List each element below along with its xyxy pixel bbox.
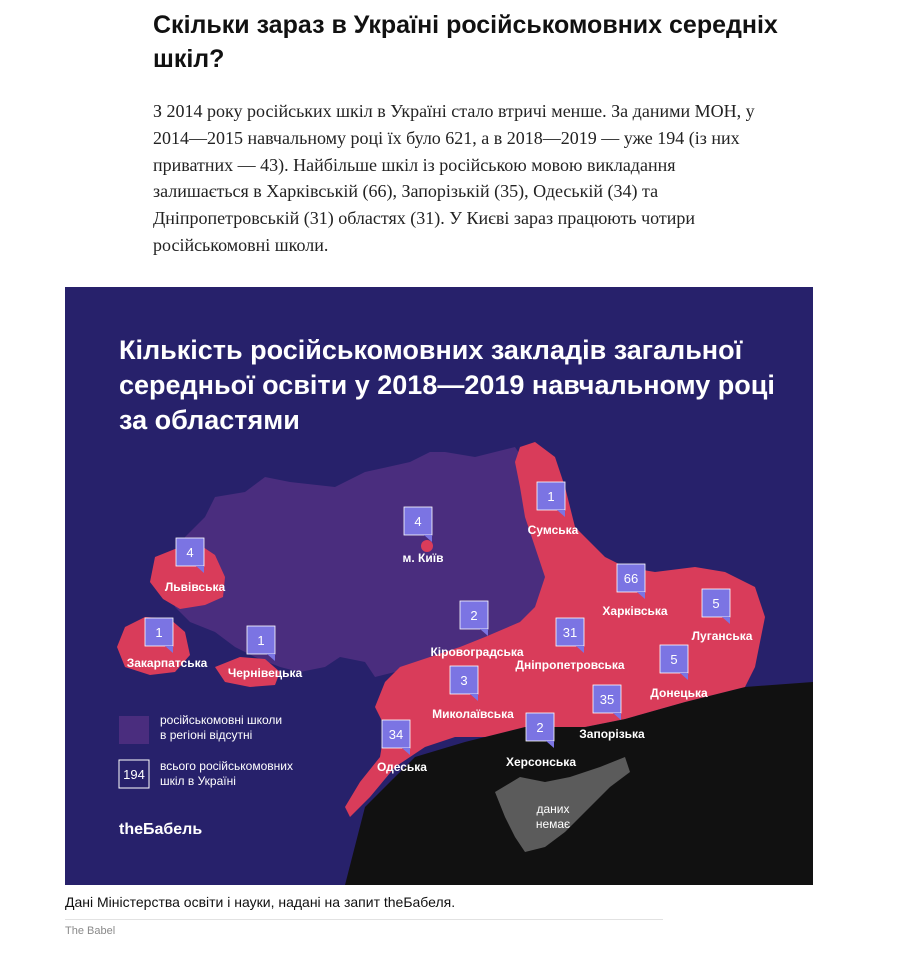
headline-line-2: шкіл?	[153, 45, 225, 73]
region-name-label: Дніпропетровська	[515, 658, 625, 672]
legend-absent-label: в регіоні відсутні	[160, 728, 253, 742]
image-credit: The Babel	[65, 925, 116, 937]
legend-total-label: шкіл в Україні	[160, 774, 236, 788]
lead-line: З 2014 року російських шкіл в Україні стало втричі менше. За даними МОН, у	[153, 101, 755, 121]
region-name-label: Донецька	[650, 686, 708, 700]
region-count-value: 1	[257, 633, 265, 648]
region-name-label: Кіровоградська	[430, 645, 524, 659]
legend-total-label: всього російськомовних	[160, 759, 293, 773]
caption-divider	[65, 919, 663, 920]
thebabel-logo: theБабель	[119, 821, 203, 838]
region-count-value: 5	[712, 596, 720, 611]
region-count-value: 1	[155, 625, 163, 640]
map-title: Кількість російськомовних закладів загальної	[119, 335, 743, 365]
lead-line: російськомовні школи.	[153, 234, 329, 255]
map-title: середньої освіти у 2018—2019 навчальному році	[119, 370, 775, 400]
lead-line: Дніпропетровській (31) областях (31). У Києві зараз працюють чотири	[153, 208, 696, 229]
region-name-label: Одеська	[377, 760, 427, 774]
region-count-value: 35	[599, 692, 615, 707]
region-count-value: 3	[460, 673, 468, 688]
region-count-value: 66	[623, 571, 639, 586]
no-data-label: немає	[535, 817, 571, 831]
ukraine-map	[65, 287, 813, 885]
region-name-label: Львівська	[164, 580, 226, 594]
region-name-label: Миколаївська	[432, 707, 514, 721]
lead-line: приватних — 43). Найбільше шкіл із російською мовою викладання	[153, 154, 676, 175]
map-title: за областями	[119, 405, 300, 435]
region-count-value: 2	[470, 608, 478, 623]
region-name-label: Сумська	[527, 523, 579, 537]
legend-absent-label: російськомовні школи	[160, 713, 283, 727]
figure-caption: Дані Міністерства освіти і науки, надані на запит theБабеля.	[65, 894, 456, 910]
region-count-value: 34	[388, 727, 404, 742]
region-count-value: 5	[670, 652, 678, 667]
lead-line: залишається в Харківській (66), Запорізькій (35), Одеській (34) та	[153, 181, 659, 202]
article-headline	[153, 8, 833, 76]
region-name-label: Харківська	[602, 604, 668, 618]
lead-line: 2014—2015 навчальному році їх було 621, а в 2018—2019 — уже 194 (із них	[153, 127, 740, 148]
region-name-label: м. Київ	[402, 551, 444, 565]
legend-total-value: 194	[123, 767, 145, 782]
region-name-label: Закарпатська	[126, 656, 208, 670]
no-data-label: даних	[536, 802, 570, 816]
region-name-label: Луганська	[691, 629, 753, 643]
article-lead	[153, 98, 813, 259]
headline-line-1: Скільки зараз в Україні російськомовних середніх	[153, 11, 778, 39]
region-count-value: 31	[562, 625, 578, 640]
region-name-label: Чернівецька	[227, 666, 303, 680]
region-count-value: 2	[536, 720, 544, 735]
region-name-label: Херсонська	[506, 755, 576, 769]
legend-absent-swatch	[119, 716, 149, 744]
region-count-value: 4	[186, 545, 194, 560]
map-figure	[65, 287, 813, 885]
region-count-value: 1	[547, 489, 555, 504]
region-count-value: 4	[414, 514, 422, 529]
region-name-label: Запорізька	[579, 727, 645, 741]
